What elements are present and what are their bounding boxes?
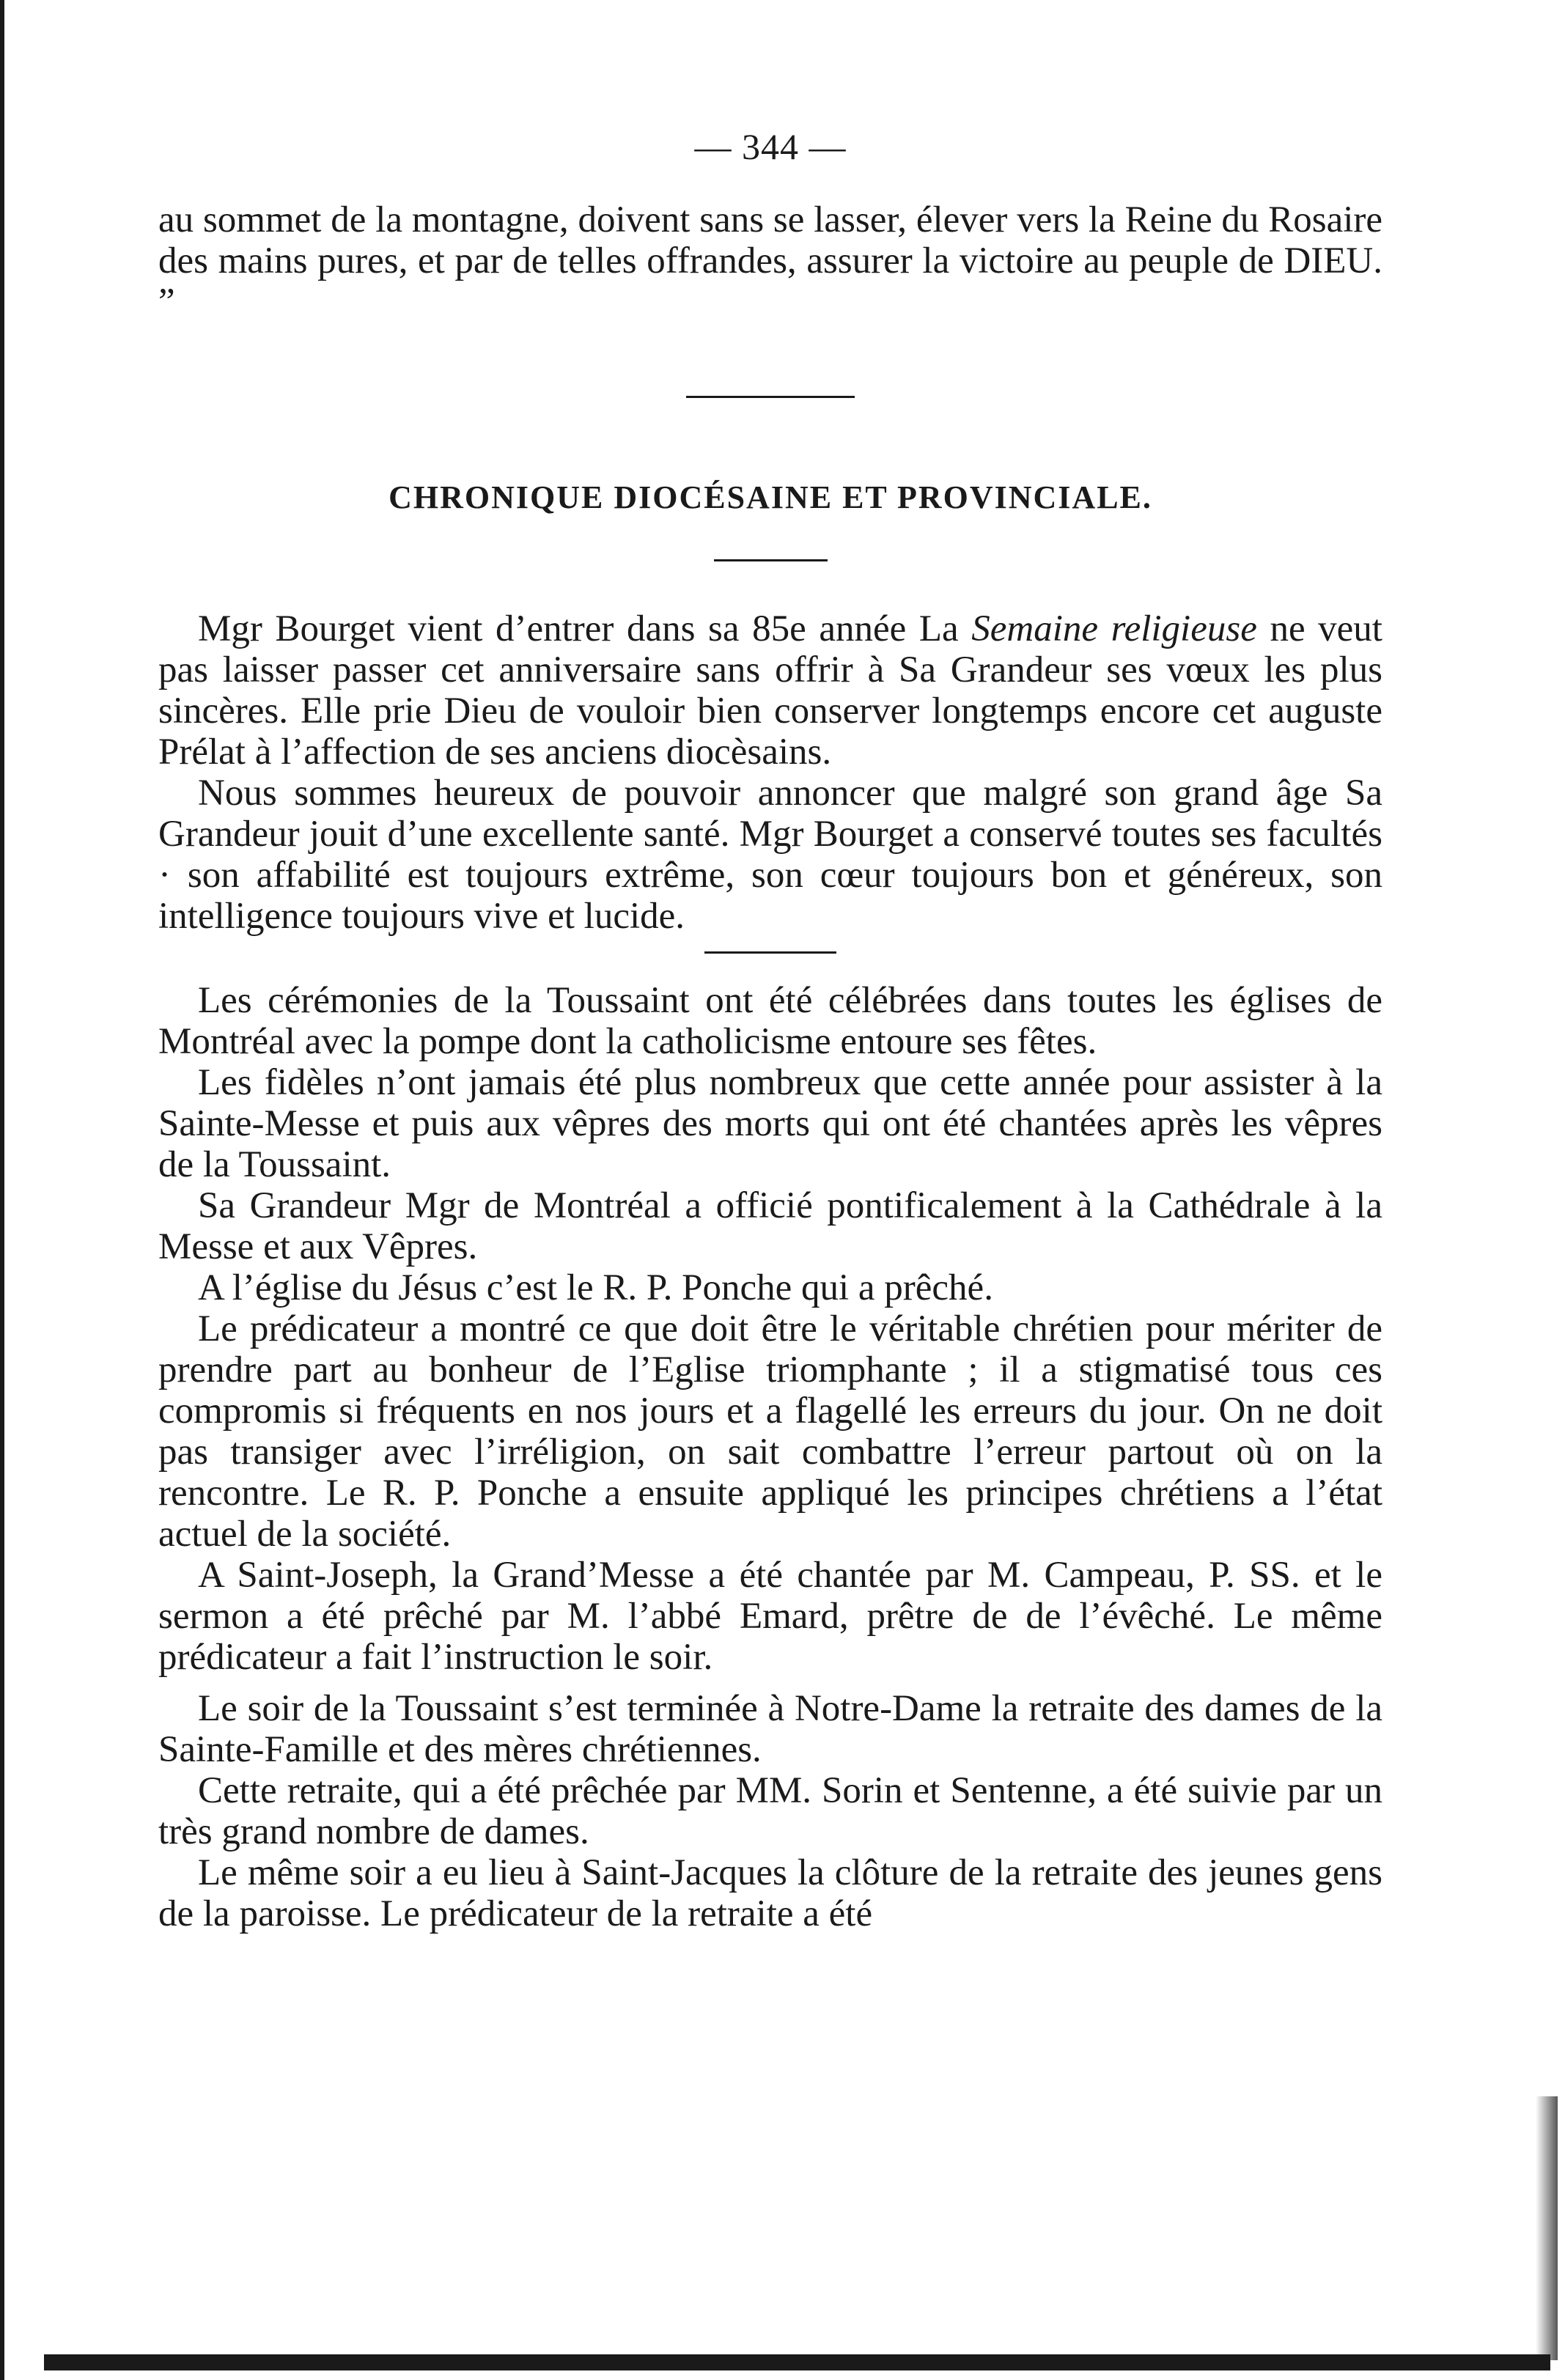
page-number: — 344 — xyxy=(694,126,847,167)
scan-right-edge xyxy=(1536,2096,1558,2360)
paragraph-retraite-suivie: Cette retraite, qui a été prêchée par MM. Sorin et Sentenne, a été suivie par un très grand nombre de dames. xyxy=(158,1770,1382,1852)
paragraph-saint-joseph: A Saint-Joseph, la Grand’Messe a été chantée par M. Campeau, P. SS. et le sermon a été prêché par M. l’abbé Emard, prêtre de de l’évêché. Le même prédicateur a fait l’instruction le soir. xyxy=(158,1555,1382,1678)
paragraph-text: Mgr Bourget vient d’entrer dans sa 85e année La xyxy=(198,608,972,649)
paragraph-text: ne veut pas laisser passer cet anniversaire sans offrir à Sa Grandeur ses vœux les plus sincères. Elle prie Dieu de vouloir bien conserver longtemps encore cet auguste Prélat à l’affection de ses anciens diocèsains. xyxy=(158,608,1382,773)
scan-left-edge xyxy=(0,0,4,2380)
section-title: CHRONIQUE DIOCÉSAINE ET PROVINCIALE. xyxy=(389,479,1152,515)
paragraph-toussaint-ceremonies: Les cérémonies de la Toussaint ont été célébrées dans toutes les églises de Montréal avec la pompe dont la catholicisme entoure ses fêtes. xyxy=(158,980,1382,1062)
item-divider xyxy=(704,951,836,954)
scan-bottom-edge xyxy=(44,2354,1550,2370)
paragraph-bourget-anniversary xyxy=(158,608,1382,773)
book-page xyxy=(158,125,1382,1934)
publication-title: Semaine religieuse xyxy=(971,608,1257,649)
paragraph-notre-dame-retraite: Le soir de la Toussaint s’est terminée à Notre-Dame la retraite des dames de la Sainte-Famille et des mères chrétiennes. xyxy=(158,1688,1382,1770)
paragraph-cathedrale: Sa Grandeur Mgr de Montréal a officié pontificalement à la Cathédrale à la Messe et aux Vêpres. xyxy=(158,1185,1382,1267)
section-divider xyxy=(686,396,855,398)
title-divider xyxy=(714,559,828,561)
paragraph-fideles: Les fidèles n’ont jamais été plus nombreux que cette année pour assister à la Sainte-Messe et puis aux vêpres des morts qui ont été chantées après les vêpres de la Toussaint. xyxy=(158,1062,1382,1185)
opening-paragraph: au sommet de la montagne, doivent sans se lasser, élever vers la Reine du Rosaire des mains pures, et par de telles offrandes, assurer la victoire au peuple de DIEU. ” xyxy=(158,199,1382,323)
paragraph-eglise-jesus: A l’église du Jésus c’est le R. P. Ponche qui a prêché. xyxy=(198,1267,993,1308)
paragraph-saint-jacques: Le même soir a eu lieu à Saint-Jacques la clôture de la retraite des jeunes gens de la paroisse. Le prédicateur de la retraite a été xyxy=(158,1852,1382,1934)
paragraph-bourget-health: Nous sommes heureux de pouvoir annoncer que malgré son grand âge Sa Grandeur jouit d’une excellente santé. Mgr Bourget a conservé toutes ses facultés · son affabilité est toujours extrême, son cœur toujours bon et généreux, son intelligence toujours vive et lucide. xyxy=(158,773,1382,937)
paragraph-predicateur: Le prédicateur a montré ce que doit être le véritable chrétien pour mériter de prendre part au bonheur de l’Eglise triomphante ; il a stigmatisé tous ces compromis si fréquents en nos jours et a flagellé les erreurs du jour. On ne doit pas transiger avec l’irréligion, on sait combattre l’erreur partout où on la rencontre. Le R. P. Ponche a ensuite appliqué les principes chrétiens a l’état actuel de la société. xyxy=(158,1308,1382,1555)
